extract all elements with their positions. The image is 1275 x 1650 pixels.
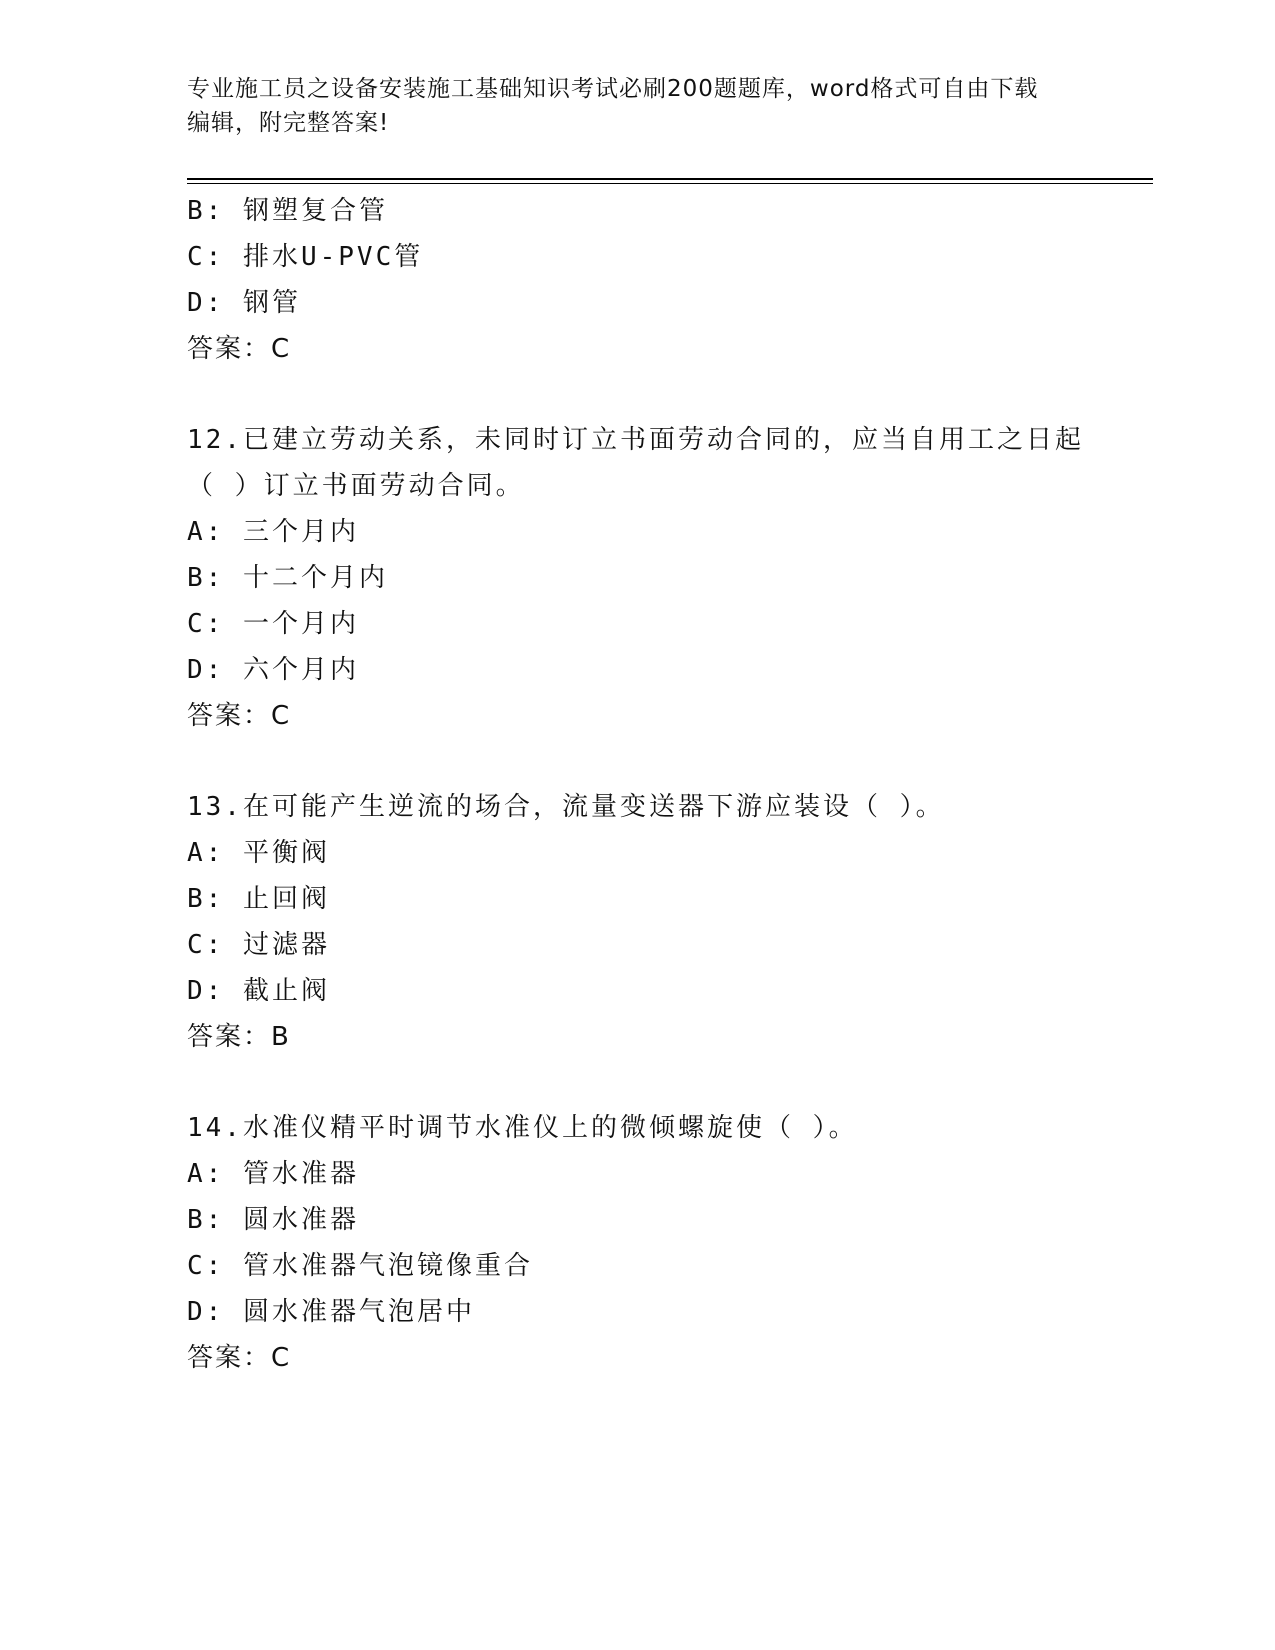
option-d: D: 圆水准器气泡居中 (187, 1297, 475, 1327)
option-c: C: 排水U-PVC管 (187, 242, 424, 272)
option-d: D: 钢管 (187, 288, 301, 318)
option-b: B: 钢塑复合管 (187, 196, 388, 226)
option-c: C: 管水准器气泡镜像重合 (187, 1251, 533, 1281)
header-title-line-1: 专业施工员之设备安装施工基础知识考试必刷200题题库，word格式可自由下载 (187, 76, 1039, 102)
question-11-block (187, 188, 1087, 372)
question-12-block (187, 417, 1087, 739)
option-b: B: 十二个月内 (187, 563, 388, 593)
question-text: 14.水准仪精平时调节水准仪上的微倾螺旋使（ ）。 (187, 1113, 858, 1143)
question-list (187, 188, 1087, 1381)
option-c: C: 一个月内 (187, 609, 359, 639)
question-spacer (187, 1060, 1087, 1105)
question-spacer (187, 739, 1087, 784)
option-c: C: 过滤器 (187, 930, 330, 960)
option-b: B: 止回阀 (187, 884, 330, 914)
document-header (187, 72, 1067, 140)
question-13-block (187, 784, 1087, 1060)
question-spacer (187, 372, 1087, 417)
answer-text: 答案：C (187, 334, 292, 364)
question-text-line-2: （ ）订立书面劳动合同。 (187, 471, 525, 501)
header-divider-thin (187, 183, 1153, 184)
answer-text: 答案：C (187, 701, 292, 731)
option-d: D: 截止阀 (187, 976, 330, 1006)
answer-text: 答案：B (187, 1022, 291, 1052)
question-14-block (187, 1105, 1087, 1381)
question-text: 13.在可能产生逆流的场合，流量变送器下游应装设（ ）。 (187, 792, 945, 822)
question-text-line-1: 12.已建立劳动关系，未同时订立书面劳动合同的，应当自用工之日起 (187, 425, 1084, 455)
option-a: A: 平衡阀 (187, 838, 330, 868)
header-title-line-2: 编辑，附完整答案! (187, 110, 390, 136)
answer-text: 答案：C (187, 1343, 292, 1373)
option-b: B: 圆水准器 (187, 1205, 359, 1235)
option-a: A: 管水准器 (187, 1159, 359, 1189)
option-d: D: 六个月内 (187, 655, 359, 685)
option-a: A: 三个月内 (187, 517, 359, 547)
header-divider-thick (187, 178, 1153, 180)
